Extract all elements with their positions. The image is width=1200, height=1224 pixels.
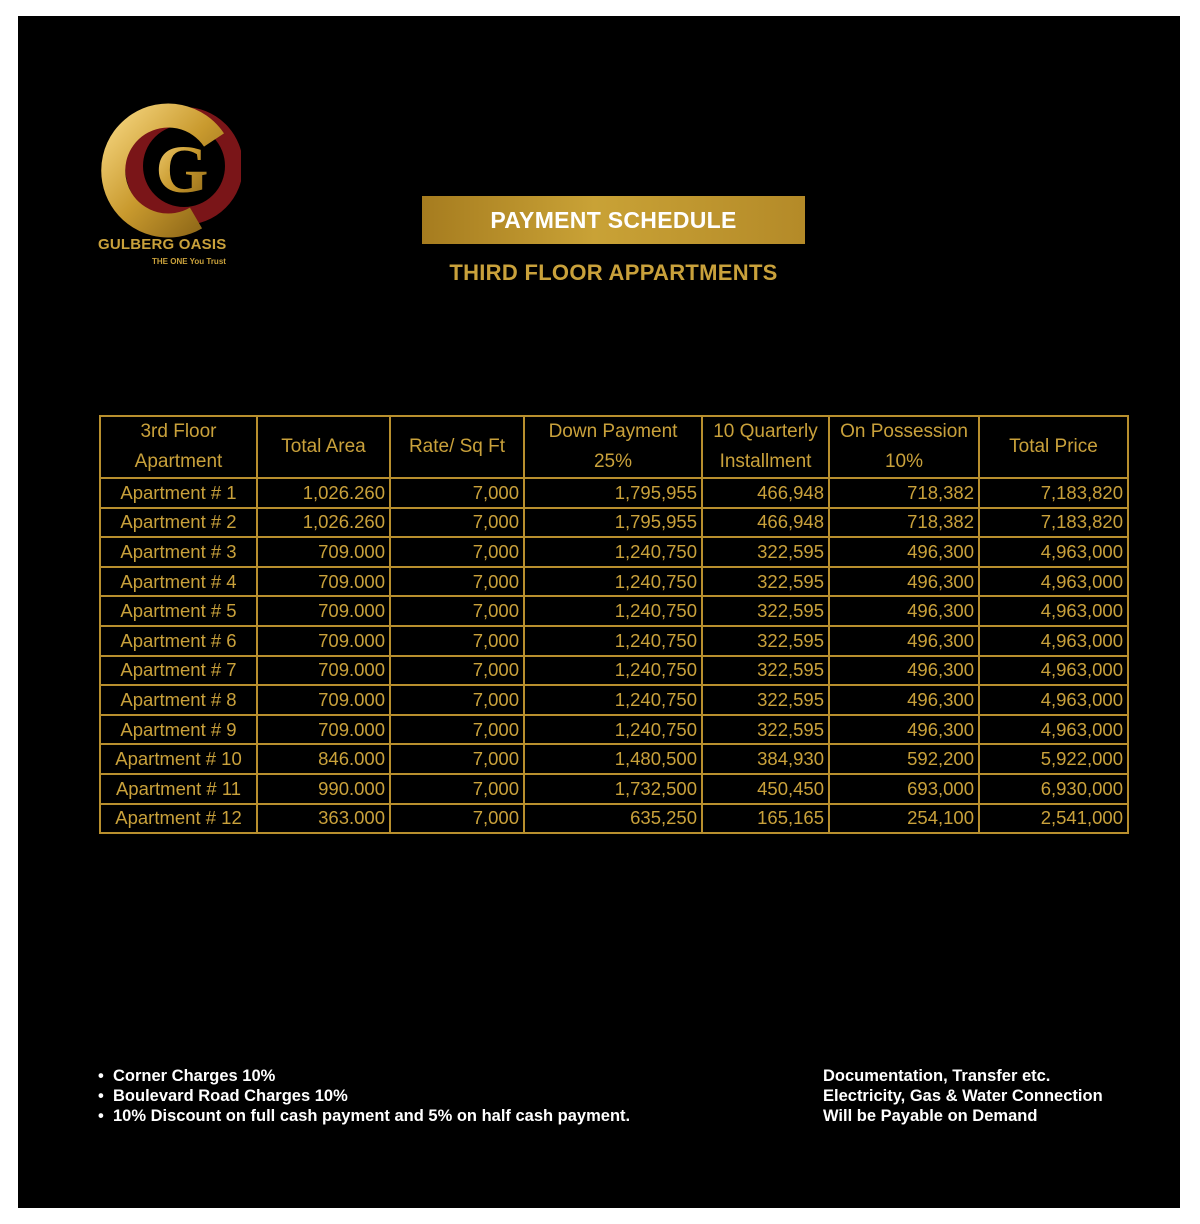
column-header-line: 10 Quarterly <box>713 421 818 442</box>
note-text: Will be Payable on Demand <box>823 1107 1038 1125</box>
table-cell: 709.000 <box>257 596 390 626</box>
note-line <box>98 1106 630 1126</box>
apartment-name-cell: Apartment # 3 <box>100 537 257 567</box>
apartment-name-cell: Apartment # 12 <box>100 804 257 834</box>
apartment-name-cell: Apartment # 9 <box>100 715 257 745</box>
table-cell: 1,795,955 <box>524 478 702 508</box>
table-cell: 709.000 <box>257 567 390 597</box>
table-header-row <box>100 416 1128 478</box>
table-cell: 7,000 <box>390 596 524 626</box>
table-cell: 466,948 <box>702 478 829 508</box>
table-cell: 709.000 <box>257 626 390 656</box>
table-cell: 6,930,000 <box>979 774 1128 804</box>
table-cell: 1,240,750 <box>524 715 702 745</box>
table-cell: 1,026.260 <box>257 478 390 508</box>
table-cell: 718,382 <box>829 508 979 538</box>
column-header-line: On Possession <box>840 421 968 442</box>
brand-name: GULBERG OASIS <box>98 236 227 253</box>
column-header-line: Apartment <box>134 451 223 472</box>
table-cell: 1,732,500 <box>524 774 702 804</box>
note-line <box>98 1066 630 1086</box>
table-cell: 7,000 <box>390 478 524 508</box>
note-line <box>98 1086 630 1106</box>
apartment-name-cell: Apartment # 10 <box>100 744 257 774</box>
column-header-line: 10% <box>884 451 924 472</box>
table-cell: 592,200 <box>829 744 979 774</box>
table-cell: 496,300 <box>829 626 979 656</box>
apartment-name-cell: Apartment # 8 <box>100 685 257 715</box>
note-line <box>823 1106 1103 1126</box>
note-text: 10% Discount on full cash payment and 5% on half cash payment. <box>113 1107 631 1125</box>
table-row <box>100 685 1128 715</box>
note-text: Documentation, Transfer etc. <box>823 1067 1051 1085</box>
table-cell: 990.000 <box>257 774 390 804</box>
table-cell: 718,382 <box>829 478 979 508</box>
table-cell: 635,250 <box>524 804 702 834</box>
table-cell: 7,000 <box>390 804 524 834</box>
table-cell: 1,026.260 <box>257 508 390 538</box>
table-cell: 5,922,000 <box>979 744 1128 774</box>
table-cell: 7,000 <box>390 685 524 715</box>
table-cell: 1,795,955 <box>524 508 702 538</box>
table-row <box>100 744 1128 774</box>
table-cell: 322,595 <box>702 567 829 597</box>
apartment-name-cell: Apartment # 6 <box>100 626 257 656</box>
table-cell: 7,000 <box>390 537 524 567</box>
note-line <box>823 1086 1103 1106</box>
table-row <box>100 567 1128 597</box>
table-cell: 165,165 <box>702 804 829 834</box>
column-header <box>702 416 829 478</box>
table-cell: 7,000 <box>390 715 524 745</box>
table-cell: 7,000 <box>390 626 524 656</box>
table-cell: 709.000 <box>257 656 390 686</box>
column-header <box>390 416 524 478</box>
table-cell: 7,000 <box>390 656 524 686</box>
table-cell: 496,300 <box>829 567 979 597</box>
table-cell: 7,000 <box>390 774 524 804</box>
table-cell: 4,963,000 <box>979 656 1128 686</box>
bullet-icon: • <box>98 1107 104 1125</box>
logo-emblem-icon <box>96 100 241 240</box>
table-cell: 363.000 <box>257 804 390 834</box>
table-cell: 709.000 <box>257 537 390 567</box>
table-cell: 709.000 <box>257 715 390 745</box>
table-cell: 1,240,750 <box>524 656 702 686</box>
column-header <box>979 416 1128 478</box>
table-cell: 322,595 <box>702 596 829 626</box>
apartment-name-cell: Apartment # 4 <box>100 567 257 597</box>
note-text: Corner Charges 10% <box>113 1067 276 1085</box>
column-header-line: Total Area <box>281 436 366 457</box>
table-cell: 322,595 <box>702 626 829 656</box>
column-header-line: 3rd Floor <box>140 421 217 442</box>
table-row <box>100 596 1128 626</box>
table-cell: 450,450 <box>702 774 829 804</box>
apartment-name-cell: Apartment # 11 <box>100 774 257 804</box>
table-cell: 7,183,820 <box>979 508 1128 538</box>
column-header <box>257 416 390 478</box>
table-cell: 7,000 <box>390 508 524 538</box>
apartment-name-cell: Apartment # 7 <box>100 656 257 686</box>
table-row <box>100 715 1128 745</box>
table-cell: 1,240,750 <box>524 685 702 715</box>
table-cell: 4,963,000 <box>979 626 1128 656</box>
charges-notes <box>98 1066 630 1126</box>
column-header-line: 25% <box>593 451 633 472</box>
table-cell: 846.000 <box>257 744 390 774</box>
payment-schedule-table <box>99 415 1129 834</box>
table-row <box>100 656 1128 686</box>
table-body <box>100 478 1128 833</box>
table-cell: 496,300 <box>829 685 979 715</box>
table-cell: 4,963,000 <box>979 596 1128 626</box>
apartment-name-cell: Apartment # 1 <box>100 478 257 508</box>
table-cell: 466,948 <box>702 508 829 538</box>
bullet-icon: • <box>98 1067 104 1085</box>
column-header-line: Total Price <box>1009 436 1098 457</box>
svg-text:G: G <box>155 131 209 207</box>
note-text: Boulevard Road Charges 10% <box>113 1087 348 1105</box>
table-row <box>100 804 1128 834</box>
note-text: Electricity, Gas & Water Connection <box>823 1087 1103 1105</box>
table-cell: 1,240,750 <box>524 596 702 626</box>
bullet-icon: • <box>98 1087 104 1105</box>
note-line <box>823 1066 1103 1086</box>
payment-schedule-poster <box>18 16 1180 1208</box>
table-cell: 1,240,750 <box>524 537 702 567</box>
table-cell: 322,595 <box>702 537 829 567</box>
table-row <box>100 774 1128 804</box>
table-cell: 7,000 <box>390 567 524 597</box>
table-cell: 1,240,750 <box>524 626 702 656</box>
column-header <box>524 416 702 478</box>
apartment-name-cell: Apartment # 5 <box>100 596 257 626</box>
table-cell: 2,541,000 <box>979 804 1128 834</box>
table-row <box>100 508 1128 538</box>
table-cell: 7,183,820 <box>979 478 1128 508</box>
table-cell: 1,480,500 <box>524 744 702 774</box>
apartment-name-cell: Apartment # 2 <box>100 508 257 538</box>
column-header-line: Rate/ Sq Ft <box>408 436 506 457</box>
table-cell: 496,300 <box>829 715 979 745</box>
brand-tagline: THE ONE You Trust <box>152 257 226 266</box>
column-header <box>829 416 979 478</box>
payable-on-demand-notes <box>823 1066 1103 1126</box>
table-cell: 496,300 <box>829 656 979 686</box>
table-row <box>100 537 1128 567</box>
table-cell: 322,595 <box>702 685 829 715</box>
table-cell: 693,000 <box>829 774 979 804</box>
table-cell: 322,595 <box>702 656 829 686</box>
table-cell: 7,000 <box>390 744 524 774</box>
column-header-line: Installment <box>719 451 812 472</box>
table-cell: 4,963,000 <box>979 715 1128 745</box>
page-subtitle: THIRD FLOOR APPARTMENTS <box>449 260 778 285</box>
table-row <box>100 626 1128 656</box>
table-cell: 496,300 <box>829 537 979 567</box>
table-cell: 709.000 <box>257 685 390 715</box>
table-row <box>100 478 1128 508</box>
table-cell: 384,930 <box>702 744 829 774</box>
table-cell: 1,240,750 <box>524 567 702 597</box>
table-cell: 496,300 <box>829 596 979 626</box>
table-cell: 4,963,000 <box>979 567 1128 597</box>
column-header <box>100 416 257 478</box>
column-header-line: Down Payment <box>548 421 678 442</box>
title-banner <box>422 196 805 244</box>
table-cell: 322,595 <box>702 715 829 745</box>
page-title: PAYMENT SCHEDULE <box>490 206 737 233</box>
table-cell: 4,963,000 <box>979 537 1128 567</box>
table-cell: 254,100 <box>829 804 979 834</box>
table-cell: 4,963,000 <box>979 685 1128 715</box>
